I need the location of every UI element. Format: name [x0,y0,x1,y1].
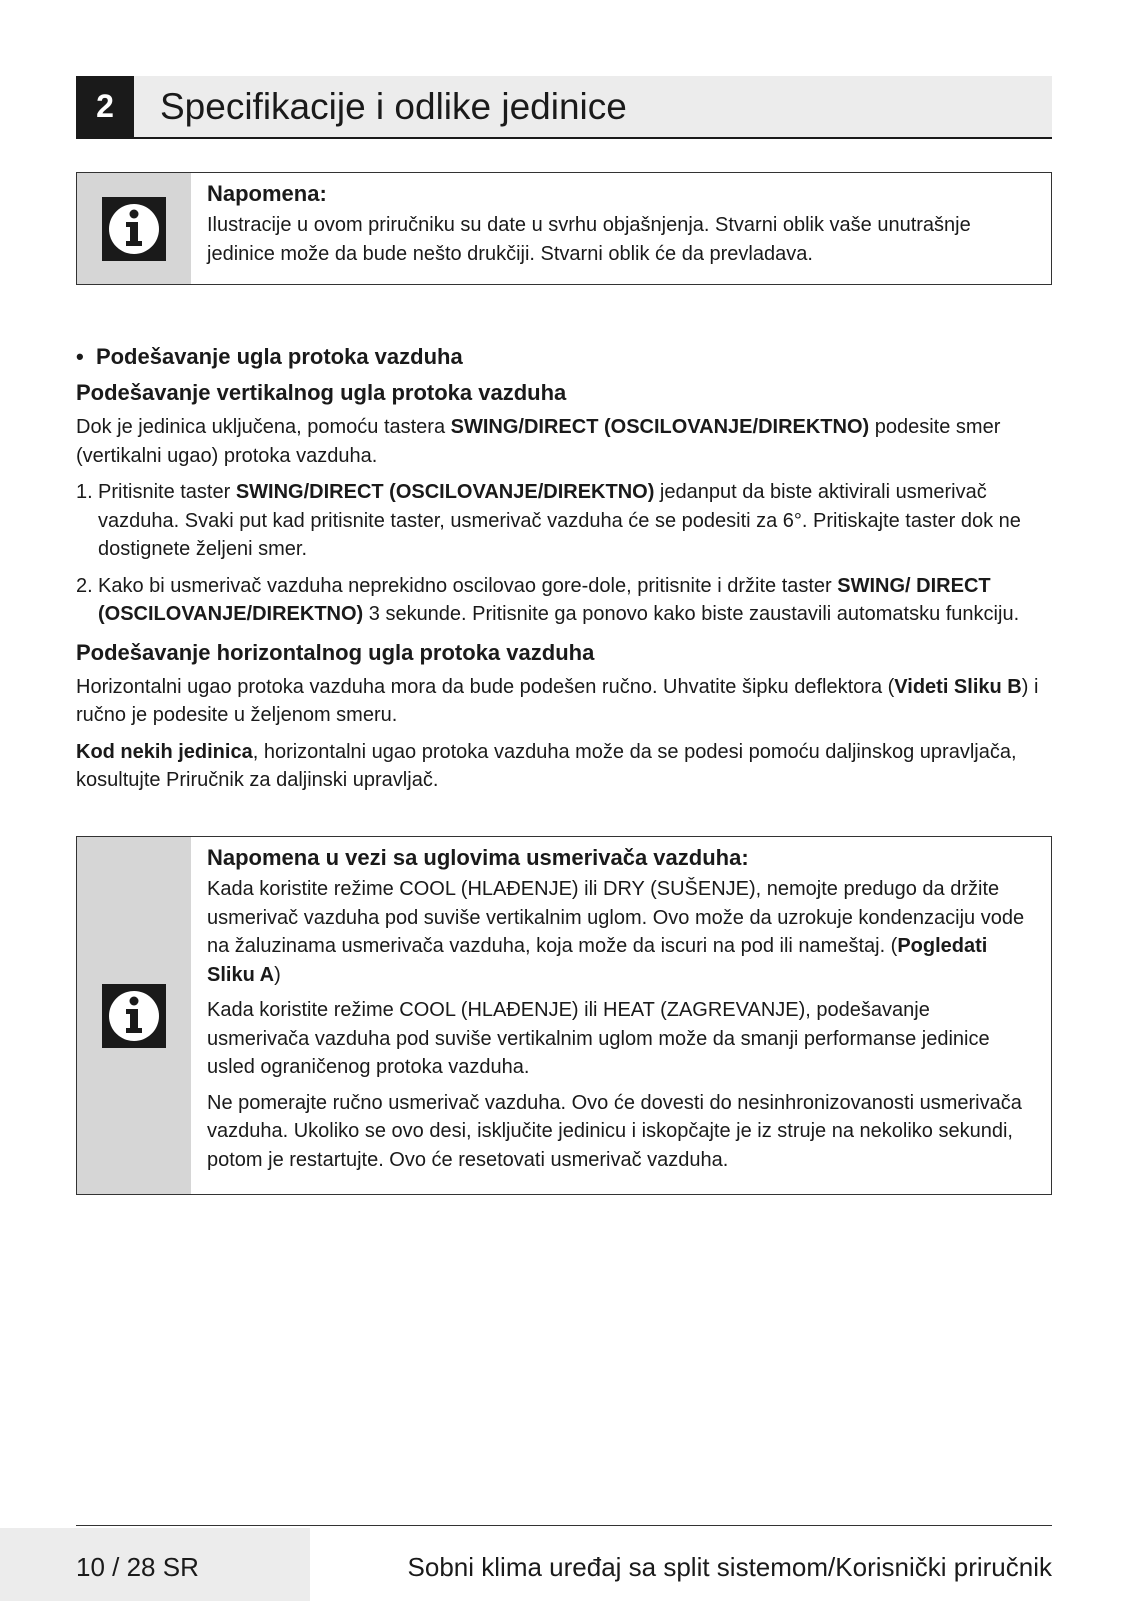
list-item [76,572,1052,629]
info-icon [102,197,166,261]
vertical-intro-text: Dok je jedinica uključena, pomoću tastera [76,416,451,438]
note-box [76,172,1052,285]
note-title: Napomena u vezi sa uglovima usmerivača vazduha: [207,845,749,870]
note-title: Napomena: [207,181,327,206]
note-icon-column [77,837,191,1194]
step-button-name: SWING/ DIRECT (OSCILOVANJE/DIREKTNO) [98,574,991,625]
some-units-text [76,738,1052,795]
note-box-airflow [76,836,1052,1195]
steps-list [76,478,1052,629]
vertical-heading: Podešavanje vertikalnog ugla protoka vazduha [76,380,567,405]
section-bullet-label: Podešavanje ugla protoka vazduha [95,344,463,369]
step-button-name: SWING/DIRECT (OSCILOVANJE/DIREKTNO) [235,481,655,503]
some-units-body: , horizontalni ugao protoka vazduha može da se podesi pomoću daljinskog upravljača, kosultujte Priručnik za daljinski upravljač. [76,740,1017,791]
note-content [191,837,1051,1194]
horizontal-text-end: ) i ručno je podesite u željenom smeru. [76,675,1039,726]
horizontal-heading: Podešavanje horizontalnog ugla protoka vazduha [76,639,595,665]
vertical-intro [76,413,1052,470]
chapter-number: 2 [76,76,134,137]
step-text-end: jedanput da biste aktivirali usmerivač vazduha. Svaki put kad pritisnite taster, usmerivač vazduha će se podesiti za 6°. Pritiskajte taster dok ne dostignete željeni smer. [98,481,1021,560]
note-text: Ilustracije u ovom priručniku su date u svrhu objašnjenja. Stvarni oblik vaše unutrašnje jedinice može da bude nešto drukčiji. Stvarni oblik će da prevladava. [207,214,971,265]
figure-reference: Pogledati Sliku A [207,935,988,986]
note-paragraph-1 [207,875,1031,989]
chapter-header [76,76,1052,139]
list-item [76,478,1052,564]
note-icon-column [77,173,191,284]
step-number: 2. [76,574,93,597]
note-paragraph-3: Ne pomerajte ručno usmerivač vazduha. Ovo će dovesti do nesinhronizovanosti usmerivača vazduha. Ukoliko se ovo desi, isključite jedinicu i iskopčajte je iz struje na nekoliko sekundi, potom je restartujte. Ovo će resetovati usmerivač vazduha. [207,1091,1022,1171]
figure-reference: Videti Sliku B [894,675,1022,698]
step-text: Pritisnite taster [98,481,236,503]
vertical-intro-text-end: podesite smer (vertikalni ugao) protoka vazduha. [76,416,1001,467]
step-text-end: 3 sekunde. Pritisnite ga ponovo kako biste zaustavili automatsku funkciju. [363,603,1020,625]
step-number: 1. [76,481,93,503]
note-content [191,173,1051,284]
some-units-label: Kod nekih jedinica [76,740,253,763]
horizontal-text [76,673,1052,730]
section-bullet: • Podešavanje ugla protoka vazduha [76,344,463,369]
info-icon [102,984,166,1048]
horizontal-text-start: Horizontalni ugao protoka vazduha mora da bude podešen ručno. Uhvatite šipku deflektora ( [76,675,895,698]
footer-divider [76,1525,1052,1526]
main-content [76,341,1052,803]
page-title: Specifikacije i odlike jedinice [160,86,627,127]
vertical-intro-button: SWING/DIRECT (OSCILOVANJE/DIREKTNO) [450,416,870,438]
page-number: 10 / 28 SR [76,1552,199,1582]
note-text-end: ) [274,963,281,986]
note-text: Kada koristite režime COOL (HLAĐENJE) ili DRY (SUŠENJE), nemojte predugo da držite usmerivač vazduha pod suviše vertikalnim uglom. Ovo može da uzrokuje kondenzaciju vode na žaluzinama usmerivača vazduha, koja može da iscuri na pod ili nameštaj. ( [207,878,1025,957]
footer-title: Sobni klima uređaj sa split sistemom/Korisnički priručnik [407,1552,1052,1582]
step-text: Kako bi usmerivač vazduha neprekidno oscilovao gore-dole, pritisnite i držite taster [98,574,838,597]
note-paragraph-2: Kada koristite režime COOL (HLAĐENJE) ili HEAT (ZAGREVANJE), podešavanje usmerivača vazduha pod suviše vertikalnim uglom može da smanji performanse jedinice usled ograničenog protoka vazduha. [207,999,990,1078]
